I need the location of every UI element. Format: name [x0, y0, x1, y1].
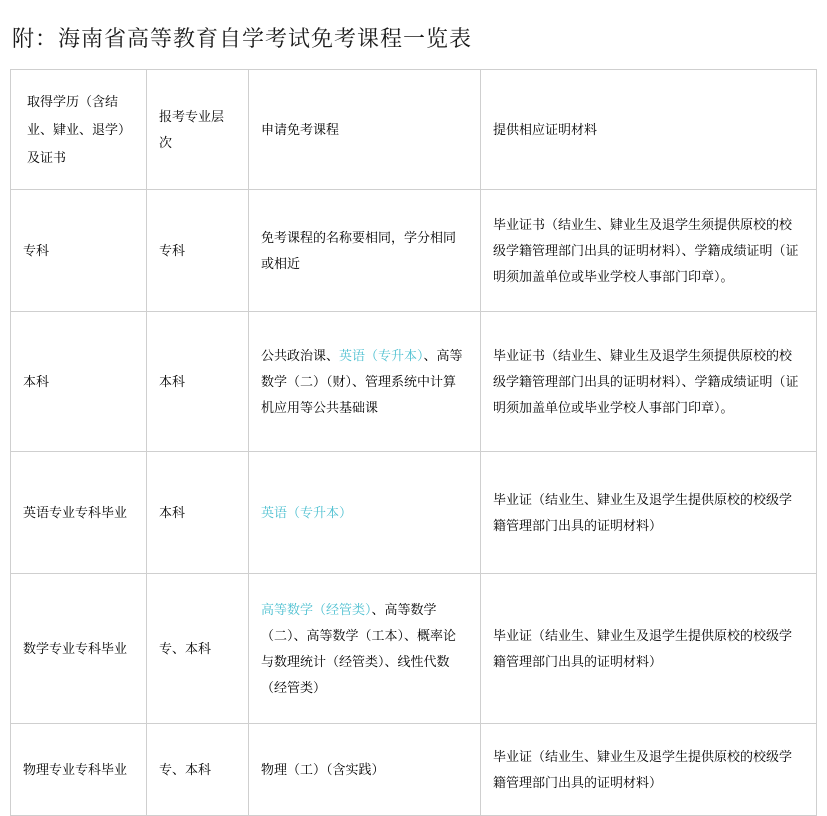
table-row [11, 574, 817, 724]
column-header-qualification: 取得学历（含结业、肄业、退学）及证书 [11, 70, 147, 190]
course-text-highlight: 英语（专升本） [339, 347, 424, 363]
cell-course [249, 190, 481, 312]
cell-materials: 毕业证书（结业生、肄业生及退学生须提供原校的校级学籍管理部门出具的证明材料）、学籍成绩证明（证明须加盖单位或毕业学校人事部门印章）。 [481, 190, 817, 312]
course-text-plain: 公共政治课、 [261, 347, 340, 363]
cell-course [249, 724, 481, 816]
cell-materials: 毕业证（结业生、肄业生及退学生提供原校的校级学籍管理部门出具的证明材料） [481, 574, 817, 724]
cell-course [249, 312, 481, 452]
exemption-course-table [10, 69, 817, 816]
cell-materials: 毕业证（结业生、肄业生及退学生提供原校的校级学籍管理部门出具的证明材料） [481, 724, 817, 816]
cell-qualification: 本科 [11, 312, 147, 452]
cell-level: 专科 [147, 190, 249, 312]
course-text-plain: 免考课程的名称要相同，学分相同或相近 [261, 229, 457, 271]
cell-level: 本科 [147, 452, 249, 574]
table-row [11, 190, 817, 312]
cell-materials: 毕业证（结业生、肄业生及退学生提供原校的校级学籍管理部门出具的证明材料） [481, 452, 817, 574]
table-header [11, 70, 817, 190]
cell-qualification: 英语专业专科毕业 [11, 452, 147, 574]
cell-qualification: 专科 [11, 190, 147, 312]
table-row [11, 724, 817, 816]
cell-qualification: 物理专业专科毕业 [11, 724, 147, 816]
column-header-course: 申请免考课程 [249, 70, 481, 190]
table-row [11, 452, 817, 574]
cell-level: 专、本科 [147, 574, 249, 724]
table-row [11, 312, 817, 452]
cell-level: 本科 [147, 312, 249, 452]
table-body [11, 190, 817, 816]
course-text-tail: 、高等数学（二）、高等数学（工本）、概率论与数理统计（经管类）、线性代数（经管类） [261, 601, 457, 695]
cell-qualification: 数学专业专科毕业 [11, 574, 147, 724]
cell-level: 专、本科 [147, 724, 249, 816]
cell-course [249, 452, 481, 574]
cell-course [249, 574, 481, 724]
course-text-tail: 、高等数学（二）（财）、管理系统中计算机应用等公共基础课 [261, 347, 463, 415]
table-header-row [11, 70, 817, 190]
page-title: 附：海南省高等教育自学考试免考课程一览表 [12, 26, 473, 51]
column-header-materials: 提供相应证明材料 [481, 70, 817, 190]
course-text-highlight: 高等数学（经管类） [261, 601, 372, 617]
course-text-highlight: 英语（专升本） [261, 504, 353, 520]
cell-materials: 毕业证书（结业生、肄业生及退学生须提供原校的校级学籍管理部门出具的证明材料）、学籍成绩证明（证明须加盖单位或毕业学校人事部门印章）。 [481, 312, 817, 452]
column-header-level: 报考专业层次 [147, 70, 249, 190]
course-text-plain: 物理（工）（含实践） [261, 761, 385, 777]
